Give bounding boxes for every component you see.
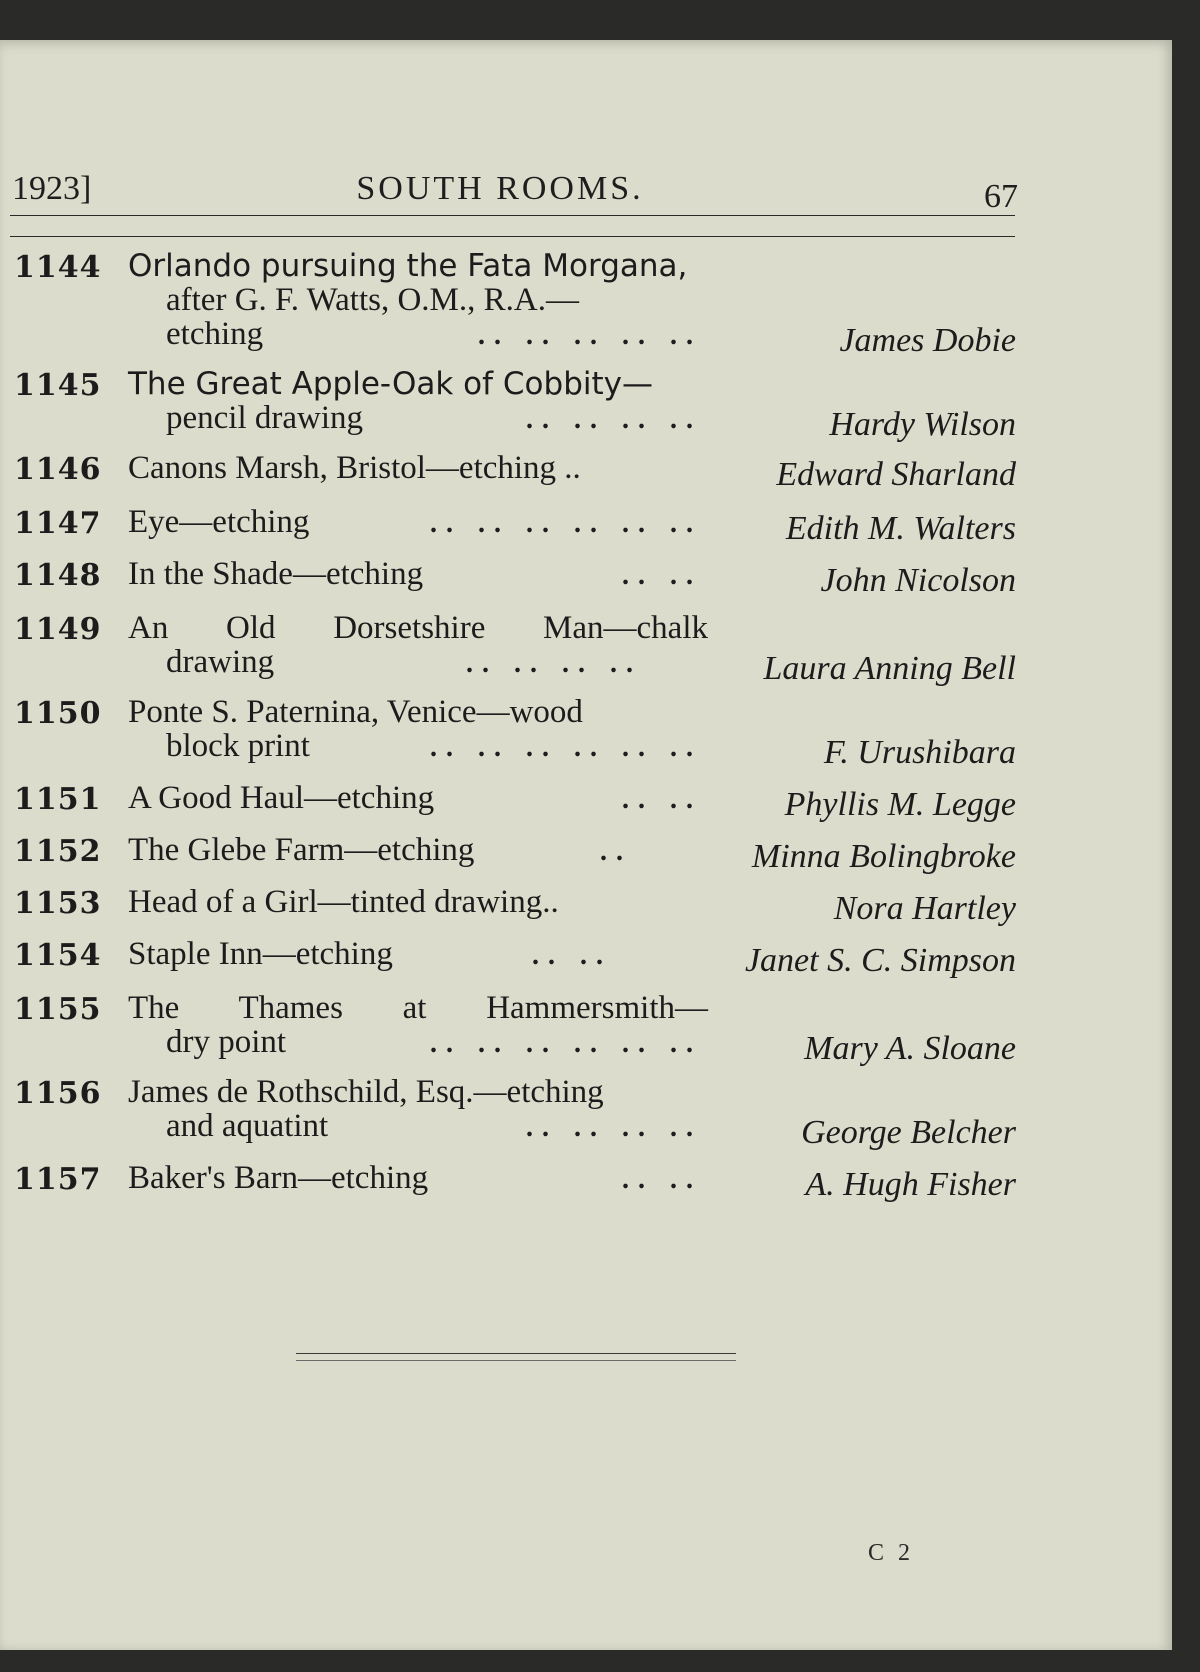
catalogue-entry-1152 [0, 832, 1172, 884]
entry-title: James de Rothschild, Esq.—etching [128, 1074, 604, 1110]
catalogue-entry-1156 [0, 1074, 1172, 1160]
entry-artist: Laura Anning Bell [763, 650, 1016, 687]
entry-title: The Great Apple-Oak of Cobbity— [128, 366, 653, 402]
catalogue-entry-1151 [0, 780, 1172, 832]
entry-number: 1152 [14, 834, 102, 869]
entry-title: The Thames at Hammersmith— [128, 990, 708, 1026]
dot-leader: .. .. [532, 940, 612, 971]
entry-title-continued: block print [166, 728, 310, 764]
dot-leader: .. [600, 836, 632, 867]
entry-artist: Janet S. C. Simpson [744, 942, 1016, 979]
entry-title-continued: dry point [166, 1024, 287, 1060]
entry-title-continued: after G. F. Watts, O.M., R.A.— [166, 282, 579, 318]
running-head-year: 1923] [12, 170, 92, 207]
page-number: 67 [984, 178, 1018, 215]
closing-rule [296, 1353, 736, 1354]
dot-leader: .. .. .. .. .. .. [430, 508, 702, 539]
catalogue-entry-1144 [0, 248, 1172, 366]
entry-title: Eye—etching [128, 504, 310, 540]
entry-artist: Edith M. Walters [785, 510, 1016, 547]
entry-title: An Old Dorsetshire Man—chalk [128, 610, 708, 646]
entry-number: 1153 [14, 886, 102, 921]
entry-artist: Nora Hartley [833, 890, 1016, 927]
entry-number: 1157 [14, 1162, 102, 1197]
entry-artist: F. Urushibara [823, 734, 1016, 771]
entry-title-continued: and aquatint [166, 1108, 329, 1144]
entry-artist: Hardy Wilson [829, 406, 1016, 443]
entry-number: 1148 [14, 558, 102, 593]
catalogue-list [0, 248, 1172, 1212]
closing-rule-thin [296, 1360, 736, 1361]
entry-number: 1149 [14, 612, 102, 647]
dot-leader: .. .. .. .. [466, 648, 642, 679]
catalogue-entry-1155 [0, 990, 1172, 1074]
entry-artist: A. Hugh Fisher [805, 1166, 1016, 1203]
entry-title-continued: drawing [166, 644, 275, 680]
entry-artist: George Belcher [801, 1114, 1016, 1151]
entry-title: Canons Marsh, Bristol—etching .. [128, 450, 581, 486]
entry-number: 1155 [14, 992, 102, 1027]
catalogue-entry-1146 [0, 450, 1172, 504]
entry-artist: Edward Sharland [776, 456, 1016, 493]
entry-number: 1147 [14, 506, 102, 541]
entry-title: The Glebe Farm—etching [128, 832, 475, 868]
entry-number: 1154 [14, 938, 102, 973]
entry-number: 1156 [14, 1076, 102, 1111]
entry-number: 1151 [14, 782, 102, 817]
header-rule-thin [10, 236, 1015, 237]
entry-artist: Mary A. Sloane [804, 1030, 1016, 1067]
catalogue-entry-1148 [0, 556, 1172, 610]
catalogue-entry-1149 [0, 610, 1172, 694]
entry-number: 1150 [14, 696, 102, 731]
catalogue-entry-1145 [0, 366, 1172, 450]
entry-number: 1146 [14, 452, 102, 487]
running-head-title: SOUTH ROOMS. [356, 170, 644, 207]
entry-artist: John Nicolson [820, 562, 1016, 599]
entry-title: Staple Inn—etching [128, 936, 393, 972]
entry-title: Head of a Girl—tinted drawing.. [128, 884, 559, 920]
dot-leader: .. .. .. .. .. [478, 320, 702, 351]
dot-leader: .. .. .. .. [526, 404, 702, 435]
signature-mark: C 2 [868, 1540, 915, 1566]
entry-artist: Minna Bolingbroke [751, 838, 1016, 875]
dot-leader: .. .. .. .. .. .. [430, 732, 702, 763]
entry-title: Ponte S. Paternina, Venice—wood [128, 694, 583, 730]
dot-leader: .. .. [622, 784, 702, 815]
entry-number: 1145 [14, 368, 102, 403]
entry-title: Orlando pursuing the Fata Morgana, [128, 248, 688, 284]
catalogue-entry-1150 [0, 694, 1172, 780]
entry-title: Baker's Barn—etching [128, 1160, 429, 1196]
entry-title: In the Shade—etching [128, 556, 424, 592]
dot-leader: .. .. [622, 1164, 702, 1195]
dot-leader: .. .. .. .. [526, 1112, 702, 1143]
catalogue-entry-1154 [0, 936, 1172, 990]
entry-title-continued: pencil drawing [166, 400, 364, 436]
header-rule [10, 215, 1015, 216]
catalogue-entry-1153 [0, 884, 1172, 936]
entry-number: 1144 [14, 250, 102, 285]
entry-title-continued: etching [166, 316, 264, 352]
book-page [0, 40, 1172, 1650]
entry-title: A Good Haul—etching [128, 780, 435, 816]
dot-leader: .. .. .. .. .. .. [430, 1028, 702, 1059]
entry-artist: James Dobie [839, 322, 1016, 359]
catalogue-entry-1147 [0, 504, 1172, 556]
entry-artist: Phyllis M. Legge [784, 786, 1016, 823]
catalogue-entry-1157 [0, 1160, 1172, 1212]
dot-leader: .. .. [622, 560, 702, 591]
